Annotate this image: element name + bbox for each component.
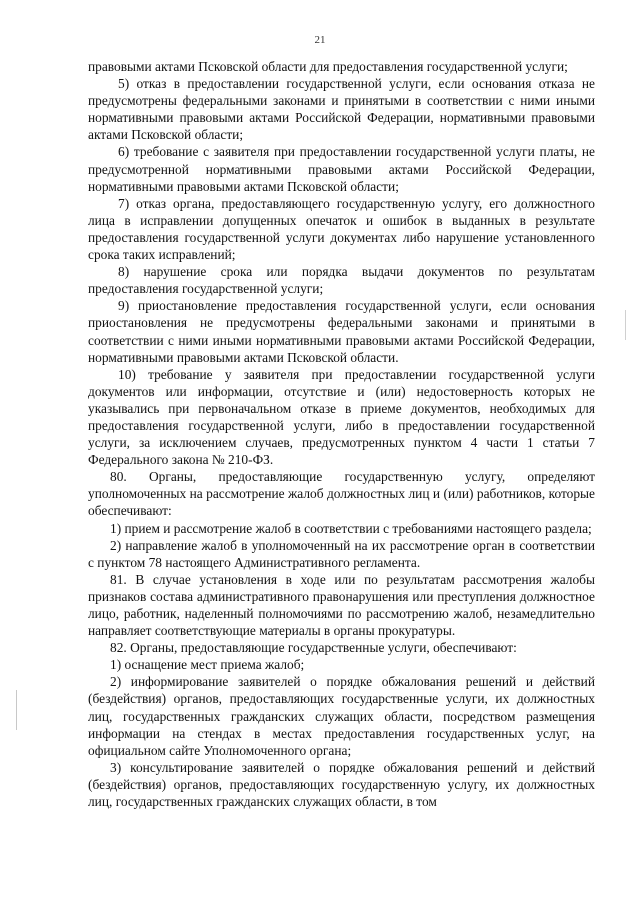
page-number: 21 [314,34,326,46]
paragraph-80-item-1: 1) прием и рассмотрение жалоб в соответствии с требованиями настоящего раздела; [110,520,592,536]
paragraph-80-item-2: 2) направление жалоб в уполномоченный на их рассмотрение орган в соответствии с пунктом 78 настоящего Административного регламента. [88,537,595,570]
paragraph-82: 82. Органы, предоставляющие государственные услуги, обеспечивают: [110,640,517,656]
paragraph-item-9: 9) приостановление предоставления государственной услуги, если основания приостановления не предусмотрены федеральными законами и принятыми в соответствии с ними иными нормативными правовыми актами Российской Федерации, нормативными правовыми актами Псковской области. [88,298,595,365]
paragraph-82-item-1: 1) оснащение мест приема жалоб; [110,657,305,673]
scan-artifact-right [625,310,626,340]
paragraph-82-item-3: 3) консультирование заявителей о порядке обжалования решений и действий (бездействия) органов, предоставляющих государственную услугу, их должностных лиц, государственных гражданских служащих области, в том [88,759,595,810]
paragraph-82-item-2: 2) информирование заявителей о порядке обжалования решений и действий (бездействия) органов, предоставляющих государственные услуги, их должностных лиц, государственных гражданских служащих области, посредством размещения информации на стендах в местах предоставления государственных услуг, на официальном сайте Уполномоченного органа; [88,674,595,758]
paragraph-item-7: 7) отказ органа, предоставляющего государственную услугу, его должностного лица в исправлении допущенных опечаток и ошибок в выданных в результате предоставления государственной услуги документах либо нарушение установленного срока таких исправлений; [88,195,595,263]
paragraph-item-8: 8) нарушение срока или порядка выдачи документов по результатам предоставления государственной услуги; [88,264,595,297]
paragraph-81: 81. В случае установления в ходе или по результатам рассмотрения жалобы признаков состава административного правонарушения или преступления должностное лицо, работник, наделенный полномочиями по рассмотрению жалоб, незамедлительно направляет соответствующие материалы в органы прокуратуры. [88,571,595,639]
paragraph-item-5: 5) отказ в предоставлении государственной услуги, если основания отказа не предусмотрены федеральными законами и принятыми в соответствии с ними иными нормативными правовыми актами Российской Федерации, нормативными правовыми актами Псковской области; [88,76,595,143]
paragraph-continuation: правовыми актами Псковской области для предоставления государственной услуги; [88,59,568,74]
scan-artifact-left [16,690,17,730]
paragraph-80: 80. Органы, предоставляющие государственную услугу, определяют уполномоченных на рассмотрение жалоб должностных лиц и (или) работников, которые обеспечивают: [88,469,595,519]
document-body [88,58,595,810]
paragraph-item-10: 10) требование у заявителя при предоставлении государственной услуги документов или информации, отсутствие и (или) недостоверность которых не указывались при первоначальном отказе в приеме документов, необходимых для предоставления государственной услуги, либо в предоставлении государственной услуги, за исключением случаев, предусмотренных пунктом 4 части 1 статьи 7 Федерального закона № 210-ФЗ. [88,366,595,468]
paragraph-item-6: 6) требование с заявителя при предоставлении государственной услуги платы, не предусмотренной нормативными правовыми актами Российской Федерации, нормативными правовыми актами Псковской области; [88,144,595,194]
